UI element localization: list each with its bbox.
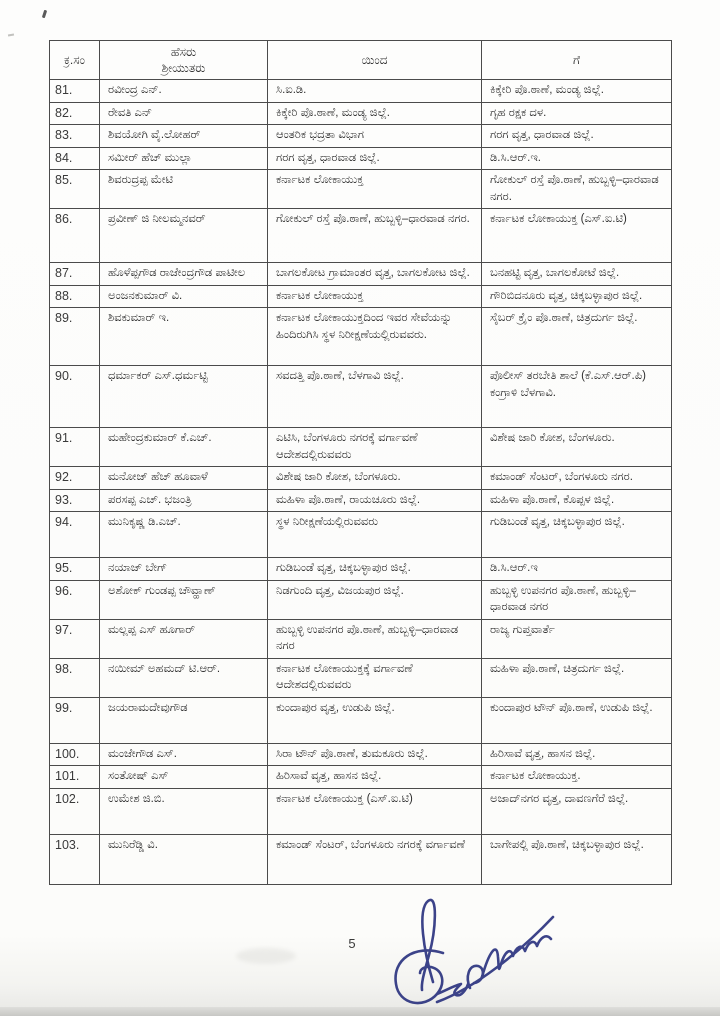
table-row [50, 102, 672, 125]
row-serial: 85. [50, 170, 100, 209]
row-serial: 84. [50, 147, 100, 170]
row-name: ಸಮೀರ್ ಹೆಚ್ ಮುಲ್ಲಾ [100, 147, 268, 170]
table-row [50, 285, 672, 308]
row-name: ಮಂಜೇಗೌಡ ಎಸ್. [100, 743, 268, 766]
row-from: ಹುಬ್ಬಳ್ಳಿ ಉಪನಗರ ಪೊ.ಠಾಣೆ, ಹುಬ್ಬಳ್ಳಿ–ಧಾರವಾಡ ನಗರ [268, 619, 482, 658]
row-name: ಶಿವಯೋಗಿ ವೈ.ಲೋಹರ್ [100, 125, 268, 148]
row-to: ಗೃಹ ರಕ್ಷಕ ದಳ. [482, 102, 672, 125]
header-from: ಯಿಂದ [268, 41, 482, 80]
scan-speck [8, 33, 14, 36]
row-from: ಕರ್ನಾಟಕ ಲೋಕಾಯುಕ್ತಕ್ಕೆ ವರ್ಗಾವಣೆ ಆದೇಶದಲ್ಲಿರುವವರು [268, 658, 482, 697]
row-to: ಗೋಕುಲ್ ರಸ್ತೆ ಪೊ.ಠಾಣೆ, ಹುಬ್ಬಳ್ಳಿ–ಧಾರವಾಡ ನಗರ. [482, 170, 672, 209]
table-row [50, 366, 672, 428]
row-serial: 94. [50, 512, 100, 558]
row-serial: 100. [50, 743, 100, 766]
header-to: ಗೆ [482, 41, 672, 80]
row-serial: 103. [50, 834, 100, 884]
table-row [50, 147, 672, 170]
row-to: ಬಾಗೇಪಲ್ಲಿ ಪೊ.ಠಾಣೆ, ಚಿಕ್ಕಬಳ್ಳಾಪುರ ಜಿಲ್ಲೆ. [482, 834, 672, 884]
row-from: ಕರ್ನಾಟಕ ಲೋಕಾಯುಕ್ತ [268, 285, 482, 308]
table-row [50, 263, 672, 286]
row-name: ಉಮೇಶ ಜಿ.ಬಿ. [100, 788, 268, 834]
row-to: ಕರ್ನಾಟಕ ಲೋಕಾಯುಕ್ತ. [482, 766, 672, 789]
table-row [50, 209, 672, 263]
table-row [50, 658, 672, 697]
row-to: ಹಿರಿಸಾವೆ ವೃತ್ತ, ಹಾಸನ ಜಿಲ್ಲೆ. [482, 743, 672, 766]
table-row [50, 125, 672, 148]
signature-stroke [482, 936, 551, 977]
row-name: ಪ್ರವೀಣ್ ಜಿ ನೀಲಮ್ಮನವರ್ [100, 209, 268, 263]
row-serial: 93. [50, 489, 100, 512]
row-name: ಶಿವಕುಮಾರ್ ಇ. [100, 308, 268, 366]
row-name: ರವೀಂದ್ರ ಎನ್. [100, 80, 268, 103]
row-to: ರಾಜ್ಯ ಗುಪ್ತವಾರ್ತೆ [482, 619, 672, 658]
row-from: ಸ್ಥಳ ನಿರೀಕ್ಷಣೆಯಲ್ಲಿರುವವರು [268, 512, 482, 558]
row-serial: 81. [50, 80, 100, 103]
table-row [50, 766, 672, 789]
row-name: ಮುನಿರೆಡ್ಡಿ ವಿ. [100, 834, 268, 884]
table-row [50, 697, 672, 743]
row-from: ಗುಡಿಬಂಡೆ ವೃತ್ತ, ಚಿಕ್ಕಬಳ್ಳಾಪುರ ಜಿಲ್ಲೆ. [268, 558, 482, 581]
row-name: ನಯೀಮ್ ಅಹಮದ್ ಟಿ.ಆರ್. [100, 658, 268, 697]
table-header-row [50, 41, 672, 80]
table-row [50, 580, 672, 619]
page-number: 5 [348, 936, 356, 951]
scan-speck [42, 10, 47, 19]
row-to: ಕರ್ನಾಟಕ ಲೋಕಾಯುಕ್ತ (ಎಸ್.ಐ.ಟಿ) [482, 209, 672, 263]
table-row [50, 834, 672, 884]
row-to: ಗೌರಿಬಿದನೂರು ವೃತ್ತ, ಚಿಕ್ಕಬಳ್ಳಾಪುರ ಜಿಲ್ಲೆ. [482, 285, 672, 308]
row-name: ಧರ್ಮಾಕರ್ ಎಸ್.ಧರ್ಮಟ್ಟಿ [100, 366, 268, 428]
table-row [50, 489, 672, 512]
row-serial: 87. [50, 263, 100, 286]
row-serial: 102. [50, 788, 100, 834]
table-row [50, 558, 672, 581]
row-serial: 99. [50, 697, 100, 743]
signature-stroke [396, 950, 443, 1003]
table-row [50, 512, 672, 558]
row-from: ಕಿಕ್ಕೇರಿ ಪೊ.ಠಾಣೆ, ಮಂಡ್ಯ ಜಿಲ್ಲೆ. [268, 102, 482, 125]
table-row [50, 619, 672, 658]
table-body [50, 80, 672, 885]
row-name: ಅಶೋಕ್ ಗುಂಡಪ್ಪ ಚೌವ್ಹಾಣ್ [100, 580, 268, 619]
header-name-line1: ಹೆಸರು [170, 45, 197, 59]
row-to: ಮಹಿಳಾ ಪೊ.ಠಾಣೆ, ಕೊಪ್ಪಳ ಜಿಲ್ಲೆ. [482, 489, 672, 512]
row-to: ಹುಬ್ಬಳ್ಳಿ ಉಪನಗರ ಪೊ.ಠಾಣೆ, ಹುಬ್ಬಳ್ಳಿ–ಧಾರವಾಡ ನಗರ [482, 580, 672, 619]
row-from: ವಿಶೇಷ ಜಾರಿ ಕೋಶ, ಬೆಂಗಳೂರು. [268, 467, 482, 490]
row-name: ಮನೋಜ್ ಹೆಚ್ ಹೂವಾಳೆ [100, 467, 268, 490]
row-serial: 86. [50, 209, 100, 263]
row-from: ಸವದತ್ತಿ ಪೊ.ಠಾಣೆ, ಬೆಳಗಾವಿ ಜಿಲ್ಲೆ. [268, 366, 482, 428]
table-row [50, 428, 672, 467]
row-to: ಮಹಿಳಾ ಪೊ.ಠಾಣೆ, ಚಿತ್ರದುರ್ಗ ಜಿಲ್ಲೆ. [482, 658, 672, 697]
row-from: ಸಿರಾ ಟೌನ್ ಪೊ.ಠಾಣೆ, ತುಮಕೂರು ಜಿಲ್ಲೆ. [268, 743, 482, 766]
row-to: ಡಿ.ಸಿ.ಆರ್.ಇ [482, 558, 672, 581]
row-from: ನಿಡಗುಂದಿ ವೃತ್ತ, ವಿಜಯಪುರ ಜಿಲ್ಲೆ. [268, 580, 482, 619]
row-from: ಬಾಗಲಕೋಟ ಗ್ರಾಮಾಂತರ ವೃತ್ತ, ಬಾಗಲಕೋಟ ಜಿಲ್ಲೆ. [268, 263, 482, 286]
signature-stroke [437, 917, 553, 1002]
page-bottom-edge [0, 1007, 720, 1016]
row-serial: 88. [50, 285, 100, 308]
row-from: ಕುಂದಾಪುರ ವೃತ್ತ, ಉಡುಪಿ ಜಿಲ್ಲೆ. [268, 697, 482, 743]
row-name: ಹೊಳೆಪ್ಪಗೌಡ ರಾಜೇಂದ್ರಗೌಡ ಪಾಟೀಲ [100, 263, 268, 286]
table-row [50, 743, 672, 766]
row-to: ಕುಂದಾಪುರ ಟೌನ್ ಪೊ.ಠಾಣೆ, ಉಡುಪಿ ಜಿಲ್ಲೆ. [482, 697, 672, 743]
table-header [50, 41, 672, 80]
row-name: ಅಂಜನಕುಮಾರ್ ವಿ. [100, 285, 268, 308]
row-to: ಕಿಕ್ಕೇರಿ ಪೊ.ಠಾಣೆ, ಮಂಡ್ಯ ಜಿಲ್ಲೆ. [482, 80, 672, 103]
row-from: ಕರ್ನಾಟಕ ಲೋಕಾಯುಕ್ತದಿಂದ ಇವರ ಸೇವೆಯನ್ನು ಹಿಂದಿರುಗಿಸಿ ಸ್ಥಳ ನಿರೀಕ್ಷಣೆಯಲ್ಲಿರುವವರು. [268, 308, 482, 366]
row-to: ಪೊಲೀಸ್ ತರಬೇತಿ ಶಾಲೆ (ಕೆ.ಎಸ್.ಆರ್.ಪಿ) ಕಂಗ್ರಾಳಿ ಬೆಳಗಾವಿ. [482, 366, 672, 428]
row-to: ಗರಗ ವೃತ್ತ, ಧಾರವಾಡ ಜಿಲ್ಲೆ. [482, 125, 672, 148]
table-row [50, 308, 672, 366]
row-from: ಕರ್ನಾಟಕ ಲೋಕಾಯುಕ್ತ (ಎಸ್.ಐ.ಟಿ) [268, 788, 482, 834]
table-row [50, 80, 672, 103]
row-serial: 97. [50, 619, 100, 658]
table-row [50, 788, 672, 834]
row-from: ಹಿರಿಸಾವೆ ವೃತ್ತ, ಹಾಸನ ಜಿಲ್ಲೆ. [268, 766, 482, 789]
row-from: ಎಟಿಸಿ, ಬೆಂಗಳೂರು ನಗರಕ್ಕೆ ವರ್ಗಾವಣೆ ಆದೇಶದಲ್ಲಿರುವವರು [268, 428, 482, 467]
row-to: ಡಿ.ಸಿ.ಆರ್.ಇ. [482, 147, 672, 170]
row-serial: 98. [50, 658, 100, 697]
signature-stroke [437, 984, 468, 995]
table-row [50, 467, 672, 490]
row-serial: 89. [50, 308, 100, 366]
row-from: ಸಿ.ಐ.ಡಿ. [268, 80, 482, 103]
scan-smudge [236, 948, 296, 964]
row-name: ಮಲ್ಲಪ್ಪ ಎಸ್ ಹೂಗಾರ್ [100, 619, 268, 658]
row-to: ಅಜಾದ್‌ನಗರ ವೃತ್ತ, ದಾವಣಗೆರೆ ಜಿಲ್ಲೆ. [482, 788, 672, 834]
row-serial: 95. [50, 558, 100, 581]
row-to: ಸೈಬರ್ ಕ್ರೈಂ ಪೊ.ಠಾಣೆ, ಚಿತ್ರದುರ್ಗ ಜಿಲ್ಲೆ. [482, 308, 672, 366]
row-from: ಗೋಕುಲ್ ರಸ್ತೆ ಪೊ.ಠಾಣೆ, ಹುಬ್ಬಳ್ಳಿ–ಧಾರವಾಡ ನಗರ. [268, 209, 482, 263]
row-name: ಜಯರಾಮದೇವುಗೌಡ [100, 697, 268, 743]
signature-stroke [422, 900, 435, 990]
row-to: ವಿಶೇಷ ಜಾರಿ ಕೋಶ, ಬೆಂಗಳೂರು. [482, 428, 672, 467]
row-name: ನಯಾಜ್ ಬೇಗ್ [100, 558, 268, 581]
row-to: ಕಮಾಂಡ್ ಸೆಂಟರ್, ಬೆಂಗಳೂರು ನಗರ. [482, 467, 672, 490]
transfer-table [49, 40, 672, 885]
row-from: ಕಮಾಂಡ್ ಸೆಂಟರ್, ಬೆಂಗಳೂರು ನಗರಕ್ಕೆ ವರ್ಗಾವಣೆ [268, 834, 482, 884]
header-name [100, 41, 268, 80]
row-serial: 83. [50, 125, 100, 148]
row-name: ಶಿವರುದ್ರಪ್ಪ ಮೇಟಿ [100, 170, 268, 209]
row-serial: 82. [50, 102, 100, 125]
row-name: ಮುನಿಕೃಷ್ಣ ಡಿ.ಎಚ್. [100, 512, 268, 558]
signature-stroke [468, 966, 483, 988]
row-serial: 91. [50, 428, 100, 467]
row-to: ಬನಹಟ್ಟಿ ವೃತ್ತ, ಬಾಗಲಕೋಟೆ ಜಿಲ್ಲೆ. [482, 263, 672, 286]
row-name: ಪರಸಪ್ಪ ಎಚ್. ಭಜಂತ್ರಿ [100, 489, 268, 512]
row-from: ಆಂತರಿಕ ಭದ್ರತಾ ವಿಭಾಗ [268, 125, 482, 148]
row-name: ರೇವತಿ ಎನ್ [100, 102, 268, 125]
table-row [50, 170, 672, 209]
row-name: ಮಹೇಂದ್ರಕುಮಾರ್ ಕೆ.ಎಚ್. [100, 428, 268, 467]
row-to: ಗುಡಿಬಂಡೆ ವೃತ್ತ, ಚಿಕ್ಕಬಳ್ಳಾಪುರ ಜಿಲ್ಲೆ. [482, 512, 672, 558]
row-from: ಕರ್ನಾಟಕ ಲೋಕಾಯುಕ್ತ [268, 170, 482, 209]
row-serial: 96. [50, 580, 100, 619]
header-name-line2: ಶ್ರೀಯುತರು [161, 61, 206, 75]
header-serial: ಕ್ರ.ಸಂ [50, 41, 100, 80]
row-serial: 90. [50, 366, 100, 428]
row-serial: 92. [50, 467, 100, 490]
row-from: ಮಹಿಳಾ ಪೊ.ಠಾಣೆ, ರಾಯಚೂರು ಜಿಲ್ಲೆ. [268, 489, 482, 512]
row-from: ಗರಗ ವೃತ್ತ, ಧಾರವಾಡ ಜಿಲ್ಲೆ. [268, 147, 482, 170]
row-serial: 101. [50, 766, 100, 789]
row-name: ಸಂತೋಷ್ ಎಸ್ [100, 766, 268, 789]
